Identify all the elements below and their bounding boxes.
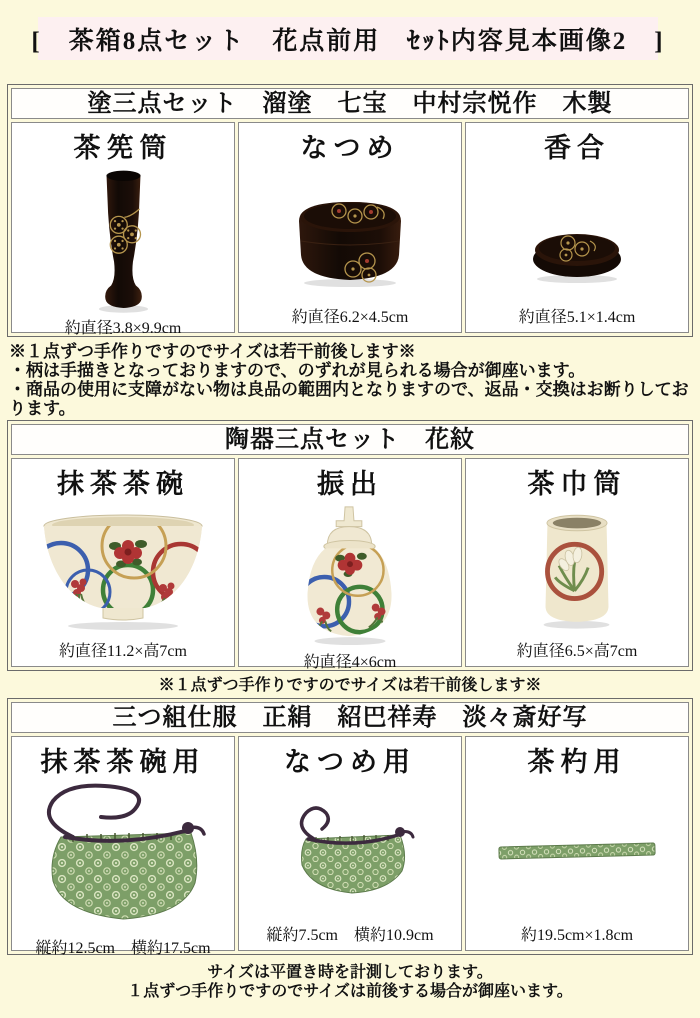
item-cell-furidashi xyxy=(238,458,462,671)
ceramic-set-table xyxy=(7,420,693,671)
section-title: 塗三点セット 溜塗 七宝 中村宗悦作 木製 xyxy=(11,88,689,119)
item-cell-chakin-tube xyxy=(465,458,689,667)
chakin-tube-image xyxy=(466,501,688,638)
item-cell-kogo xyxy=(465,122,689,333)
shifuku-bowl-pouch-image xyxy=(12,779,234,935)
notes-block xyxy=(9,342,700,418)
item-cell-chasen-tube xyxy=(11,122,235,337)
product-sheet xyxy=(0,17,700,1018)
note-line: ・柄は手描きとなっておりますので、のずれが見られる場合が御座います。 xyxy=(9,361,586,380)
page-title: [ 茶箱8点セット 花点前用 ｾｯﾄ内容見本画像2 ] xyxy=(38,17,658,60)
chasen-tube-image xyxy=(12,165,234,315)
item-cell-matcha-bowl xyxy=(11,458,235,667)
item-name: 振出 xyxy=(317,469,383,499)
item-size: 約直径6.5×高7cm xyxy=(516,643,638,660)
lacquer-set-table xyxy=(7,84,693,337)
footer-note-line: １点ずつ手作りですのでサイズは前後する場合が御座います。 xyxy=(127,983,573,1000)
item-size: 縦約12.5cm 横約17.5cm xyxy=(35,940,211,957)
footer-notes xyxy=(0,963,700,1001)
item-size: 約直径11.2×高7cm xyxy=(59,643,187,660)
furidashi-image xyxy=(239,501,461,649)
section-title: 陶器三点セット 花紋 xyxy=(11,424,689,455)
shifuku-natsume-pouch-image xyxy=(239,779,461,922)
item-cell-shifuku-bowl xyxy=(11,736,235,957)
kogo-image xyxy=(466,165,688,304)
natsume-image xyxy=(239,165,461,304)
item-name: なつめ xyxy=(300,133,400,163)
item-name: 抹茶茶碗 xyxy=(57,469,189,499)
item-size: 縦約7.5cm 横約10.9cm xyxy=(266,927,434,944)
item-name: 茶筅筒 xyxy=(73,133,173,163)
note-line: ※１点ずつ手作りですのでサイズは若干前後します※ xyxy=(158,677,542,694)
item-size: 約19.5cm×1.8cm xyxy=(520,927,634,944)
footer-note-line: サイズは平置き時を計測しております。 xyxy=(207,964,493,981)
item-cell-shifuku-natsume xyxy=(238,736,462,951)
note-line: ※１点ずつ手作りですのでサイズは若干前後します※ xyxy=(9,342,416,361)
item-name: 抹茶茶碗用 xyxy=(40,747,206,777)
matcha-bowl-image xyxy=(12,501,234,638)
item-cell-natsume xyxy=(238,122,462,333)
item-name: 香合 xyxy=(544,133,610,163)
item-cell-shifuku-chashaku xyxy=(465,736,689,951)
shifuku-set-table xyxy=(7,698,693,955)
item-name: なつめ用 xyxy=(284,747,416,777)
item-size: 約直径5.1×1.4cm xyxy=(518,309,636,326)
item-name: 茶巾筒 xyxy=(527,469,627,499)
item-size: 約直径4×6cm xyxy=(303,654,397,671)
item-name: 茶杓用 xyxy=(527,747,627,777)
item-size: 約直径6.2×4.5cm xyxy=(291,309,409,326)
section-title: 三つ組仕服 正絹 紹巴祥寿 淡々斎好写 xyxy=(11,702,689,733)
note-line: ・商品の使用に支障がない物は良品の範囲内となりますので、返品・交換はお断りしております。 xyxy=(9,380,689,418)
shifuku-chashaku-strip-image xyxy=(466,779,688,922)
item-size: 約直径3.8×9.9cm xyxy=(64,320,182,337)
